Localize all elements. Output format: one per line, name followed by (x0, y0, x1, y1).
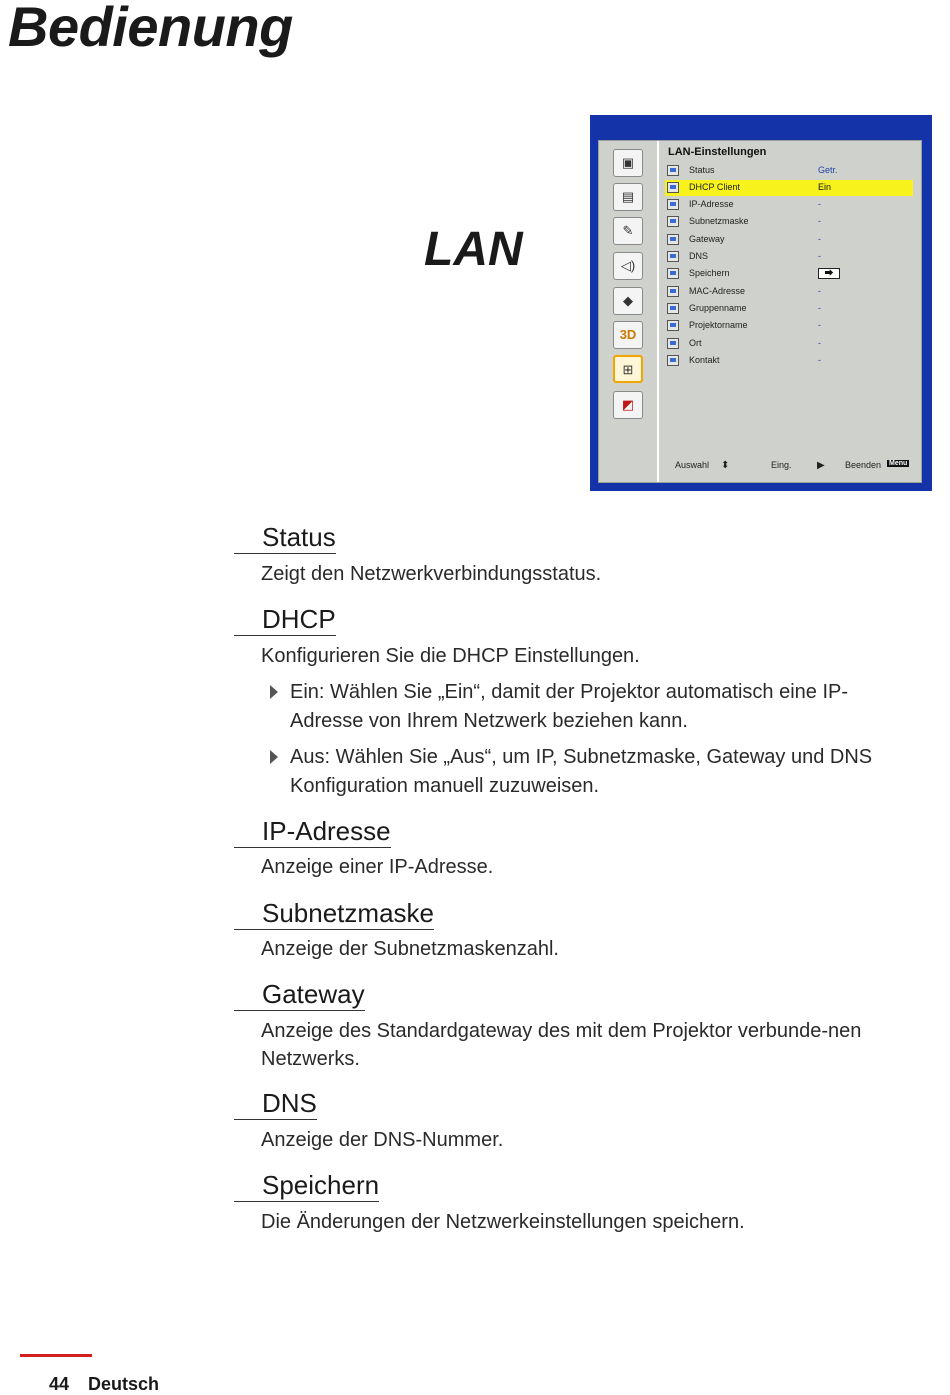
lan-icon[interactable]: ⊞ (613, 355, 643, 383)
up-down-icon: ⬍ (721, 460, 730, 471)
osd-row-gateway[interactable] (665, 232, 913, 248)
osd-row-ip-adresse[interactable] (665, 197, 913, 213)
osd-row-dns[interactable] (665, 249, 913, 265)
item-text-dhcp: Konfigurieren Sie die DHCP Einstellungen. (261, 645, 640, 667)
osd-row-label: Ort (689, 338, 702, 348)
page-number: 44 (49, 1374, 70, 1394)
sprache-icon[interactable]: ◩ (613, 391, 643, 419)
network-icon (667, 355, 679, 366)
item-heading-status: Status (234, 522, 336, 554)
osd-row-value: Ein (818, 182, 832, 192)
network-icon (667, 286, 679, 297)
osd-footer-select: Auswahl (675, 460, 710, 470)
osd-row-projektorname[interactable] (665, 318, 913, 334)
bullet-arrow-icon (270, 685, 278, 699)
lautstaerke-icon[interactable]: ◁) (613, 252, 643, 280)
item-text-status: Zeigt den Netzwerkverbindungsstatus. (261, 563, 602, 585)
network-icon (667, 165, 679, 176)
bullet-item (270, 743, 920, 801)
osd-row-value: - (818, 251, 821, 261)
network-icon (667, 303, 679, 314)
osd-row-label: DNS (689, 251, 709, 261)
bullet-arrow-icon (270, 750, 278, 764)
osd-row-speichern[interactable] (665, 266, 913, 282)
network-icon (667, 182, 679, 193)
menu-icon: Menu (889, 460, 908, 467)
osd-footer-exit: Beenden (845, 460, 882, 470)
footer-rule (20, 1354, 92, 1357)
item-text-dns: Anzeige der DNS-Nummer. (261, 1129, 504, 1151)
osd-row-value: - (818, 216, 821, 226)
network-icon (667, 251, 679, 262)
item-heading-dhcp: DHCP (234, 604, 336, 636)
footer-language: Deutsch (88, 1374, 160, 1394)
anzeige-icon[interactable]: ▤ (613, 183, 643, 211)
osd-row-mac-adresse[interactable] (665, 284, 913, 300)
osd-menu-title: LAN-Einstellungen (668, 146, 767, 158)
osd-row-label: IP-Adresse (689, 199, 734, 209)
network-icon (667, 338, 679, 349)
osd-row-value: - (818, 303, 821, 313)
network-icon (667, 234, 679, 245)
network-icon (667, 199, 679, 210)
osd-row-value: - (818, 234, 821, 244)
bild-icon[interactable]: ▣ (613, 149, 643, 177)
osd-row-label: Gruppenname (689, 303, 747, 313)
bullet-text: Ein: Wählen Sie „Ein“, damit der Projektor automatisch eine IP-Adresse von Ihrem Netzwerk beziehen kann. (290, 681, 849, 732)
page-heading: Bedienung (8, 0, 293, 58)
optionen-icon[interactable]: ◆ (613, 287, 643, 315)
item-text-save: Die Änderungen der Netzwerkeinstellungen speichern. (261, 1211, 745, 1233)
osd-row-label: Gateway (689, 234, 725, 244)
osd-row-label: DHCP Client (689, 182, 740, 192)
osd-row-gruppenname[interactable] (665, 301, 913, 317)
osd-row-status[interactable] (665, 163, 913, 179)
osd-footer-enter: Eing. (771, 460, 792, 470)
osd-footer (665, 460, 915, 474)
3d-icon[interactable]: 3D (613, 321, 643, 349)
bullet-text: Aus: Wählen Sie „Aus“, um IP, Subnetzmaske, Gateway und DNS Konfiguration manuell zuzuweisen. (290, 746, 873, 797)
enter-icon[interactable]: ⮕ (818, 268, 840, 279)
osd-screenshot (590, 115, 932, 491)
osd-row-value: - (818, 320, 821, 330)
network-icon (667, 268, 679, 279)
section-title: LAN (424, 223, 523, 276)
osd-row-label: Speichern (689, 268, 730, 278)
right-arrow-icon: ▶ (817, 460, 825, 471)
item-heading-subnet: Subnetzmaske (234, 898, 434, 930)
osd-row-ort[interactable] (665, 336, 913, 352)
osd-panel (598, 140, 922, 483)
osd-row-label: Subnetzmaske (689, 216, 749, 226)
item-heading-ip: IP-Adresse (234, 816, 391, 848)
osd-icon-bar (599, 141, 659, 482)
item-text-subnet: Anzeige der Subnetzmaskenzahl. (261, 938, 559, 960)
item-text-ip: Anzeige einer IP-Adresse. (261, 856, 494, 878)
osd-row-label: Status (689, 165, 715, 175)
item-text-gateway: Anzeige des Standardgateway des mit dem Projektor verbunde-nen Netzwerks. (261, 1020, 862, 1070)
item-heading-dns: DNS (234, 1088, 317, 1120)
osd-row-dhcp-client[interactable] (665, 180, 913, 196)
osd-row-label: Projektorname (689, 320, 748, 330)
network-icon (667, 320, 679, 331)
osd-row-subnetzmaske[interactable] (665, 214, 913, 230)
osd-row-value: - (818, 338, 821, 348)
einstellung-icon[interactable]: ✎ (613, 217, 643, 245)
item-heading-gateway: Gateway (234, 979, 365, 1011)
osd-row-label: Kontakt (689, 355, 720, 365)
osd-row-label: MAC-Adresse (689, 286, 746, 296)
bullet-item (270, 678, 920, 736)
osd-row-value: - (818, 286, 821, 296)
osd-row-value: Getr. (818, 165, 838, 175)
osd-row-kontakt[interactable] (665, 353, 913, 369)
network-icon (667, 216, 679, 227)
osd-row-value: - (818, 355, 821, 365)
item-heading-save: Speichern (234, 1170, 379, 1202)
osd-row-value: - (818, 199, 821, 209)
